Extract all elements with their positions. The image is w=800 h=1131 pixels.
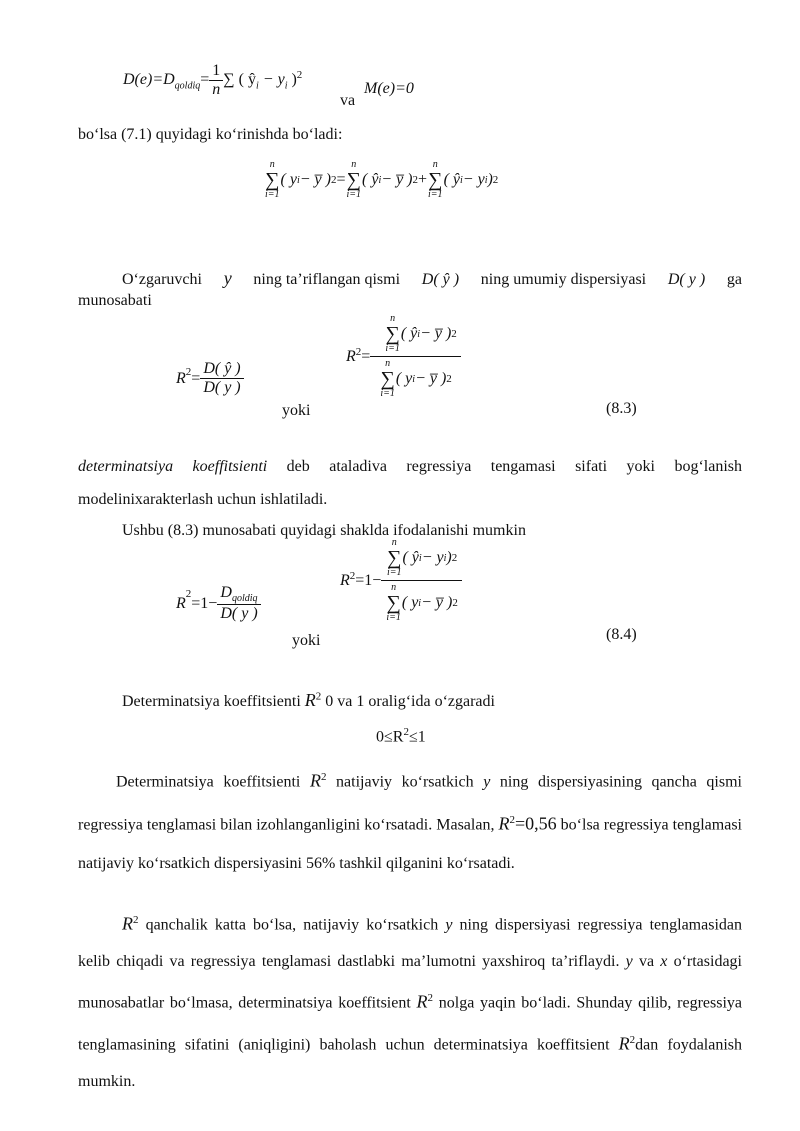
p6-text: nolga yaqin bo‘ladi. Shunday qilib, regressiya tenglamasining sifatini (aniqligini) baholash uchun determinatsiya koeffitsient bbox=[78, 994, 743, 1053]
sum-lower: i=1 bbox=[346, 189, 362, 200]
p6-text: ning dispersiyasi regressiya tenglamasidan kelib chiqadi va regressiya tenglamasi dastlabki ma’lumotni yaxshiroq ta’riflaydi. bbox=[78, 916, 742, 971]
sum-symbol bbox=[385, 314, 400, 354]
d-symbol: D bbox=[220, 584, 232, 601]
eq-sign: =1− bbox=[191, 594, 218, 612]
formula-residual-variance bbox=[123, 62, 302, 99]
inequality-r2-range bbox=[376, 726, 426, 746]
var-x: x bbox=[660, 953, 668, 971]
sum-lower: i=1 bbox=[265, 189, 280, 200]
sum-symbol bbox=[265, 160, 280, 200]
equation-number-8-3: (8.3) bbox=[606, 400, 637, 417]
paragraph-3: Ushbu (8.3) munosabati quyidagi shaklda ifodalanishi mumkin bbox=[122, 522, 526, 539]
paragraph-2 bbox=[78, 450, 742, 516]
sup-2: 2 bbox=[412, 174, 418, 186]
formula-r2-residual bbox=[176, 584, 261, 623]
sigma: ∑ bbox=[265, 169, 280, 191]
sup-2: 2 bbox=[451, 328, 457, 340]
r-symbol: R bbox=[340, 571, 350, 589]
num-term: ( ŷ bbox=[402, 549, 419, 566]
p5-text: ning dispersiyasining qancha qismi regressiya tenglamasi bilan izohlanganligini ko‘rsatadi. Masalan, bbox=[78, 773, 742, 834]
sum-numerator bbox=[381, 538, 461, 581]
p1-text: ning umumiy dispersiyasi bbox=[480, 271, 647, 288]
paragraph-4 bbox=[122, 690, 495, 711]
text-line-1: bo‘lsa (7.1) quyidagi ko‘rinishda bo‘ladi: bbox=[78, 126, 343, 143]
p6-text: qanchalik katta bo‘lsa, natijaviy ko‘rsatkich bbox=[138, 916, 446, 934]
sub-i: i bbox=[484, 174, 488, 186]
p4-text: Determinatsiya koeffitsienti bbox=[122, 693, 301, 710]
formula-lhs: D(e)=D bbox=[123, 71, 175, 89]
sup-2: 2 bbox=[403, 726, 409, 738]
sum-symbol bbox=[347, 160, 362, 200]
term-3: ( ŷ bbox=[443, 171, 460, 188]
sup-2: 2 bbox=[427, 992, 434, 1005]
p5-text: Determinatsiya koeffitsienti bbox=[116, 773, 301, 791]
r2-fraction bbox=[200, 360, 243, 397]
var-y: y bbox=[625, 953, 633, 971]
word-yoki: yoki bbox=[292, 632, 321, 649]
r-symbol: R bbox=[176, 369, 186, 387]
term-1: ( y bbox=[280, 171, 297, 188]
p6-text: va bbox=[632, 953, 661, 971]
sum-symbol bbox=[386, 583, 401, 623]
p1-word: O‘zgaruvchi bbox=[122, 271, 202, 288]
sup-2: 2 bbox=[492, 174, 499, 186]
eq-sign: = bbox=[191, 369, 201, 387]
sum-upper: n bbox=[432, 159, 438, 170]
sup-2: 2 bbox=[452, 597, 458, 609]
sum-lower: i=1 bbox=[386, 567, 402, 578]
formula-close: ) bbox=[287, 71, 297, 89]
r2-numerator: D( ŷ ) bbox=[200, 360, 243, 379]
fraction-numerator: 1 bbox=[209, 62, 223, 81]
p5-text: bo‘lsa regressiya tenglamasi natijaviy ko‘rsatkich dispersiyasini 56% tashkil qilganini ko‘rsatadi. bbox=[78, 816, 742, 872]
p1-text: ning ta’riflangan qismi bbox=[253, 271, 401, 288]
p1-d-yhat: D( ŷ ) bbox=[421, 271, 460, 288]
var-y: y bbox=[445, 916, 453, 934]
one-minus: =1− bbox=[355, 571, 382, 589]
fraction-denominator: n bbox=[212, 81, 221, 98]
sub-i: i bbox=[378, 174, 382, 186]
r2-denominator: D( y ) bbox=[203, 379, 241, 396]
formula-r2-residual-sum bbox=[340, 538, 462, 623]
sup-2: 2 bbox=[185, 588, 192, 600]
sup-2: 2 bbox=[320, 771, 327, 783]
sup-2: 2 bbox=[185, 366, 192, 378]
den-term: ( y bbox=[395, 370, 413, 387]
den-term: ( y bbox=[401, 594, 419, 611]
word-yoki: yoki bbox=[282, 402, 311, 419]
r-symbol: R bbox=[176, 594, 186, 612]
sum-symbol bbox=[428, 160, 443, 200]
r-symbol: R bbox=[618, 1032, 630, 1053]
eq-sign: = bbox=[336, 171, 346, 188]
ineq-left: 0≤R bbox=[376, 728, 404, 746]
eq-sign: = bbox=[361, 347, 371, 365]
paragraph-1-line-1 bbox=[122, 268, 742, 289]
sup-2: 2 bbox=[629, 1033, 636, 1046]
num-term: ( ŷ bbox=[400, 325, 418, 342]
sup-2: 2 bbox=[355, 346, 362, 358]
sup-2: 2 bbox=[315, 690, 322, 703]
formula-sub-qoldiq: qoldiq bbox=[174, 80, 201, 92]
sum-upper: n bbox=[385, 358, 391, 369]
paragraph-1-line-2: munosabati bbox=[78, 292, 152, 309]
p6-text: o‘rtasidagi munosabatlar bo‘lmasa, determinatsiya koeffitsient bbox=[78, 953, 742, 1012]
num-term-rest: − y bbox=[421, 549, 444, 566]
sum-lower: i=1 bbox=[428, 189, 443, 200]
sigma: ∑ bbox=[387, 547, 402, 569]
sub-i: i bbox=[418, 597, 422, 609]
formula-me: M(e)=0 bbox=[364, 80, 414, 97]
r-symbol: R bbox=[304, 690, 316, 710]
sup-2: 2 bbox=[509, 814, 515, 827]
sum-upper: n bbox=[351, 159, 357, 170]
den-term-rest: − y̅ ) bbox=[421, 594, 453, 611]
sum-upper: n bbox=[391, 537, 397, 548]
sum-lower: i=1 bbox=[386, 612, 401, 623]
r2-example-value: =0,56 bbox=[514, 813, 557, 834]
num-term-rest: − y̅ ) bbox=[420, 325, 452, 342]
sub-i: i bbox=[460, 174, 463, 186]
r2-residual-numerator bbox=[217, 584, 260, 605]
formula-sum-body: ∑ ( ŷ bbox=[223, 71, 256, 89]
r-symbol: R bbox=[498, 813, 510, 834]
sub-i: i bbox=[418, 552, 422, 564]
p5-text: natijaviy ko‘rsatkich bbox=[326, 773, 484, 791]
r2-residual-fraction bbox=[217, 584, 260, 623]
r-symbol: R bbox=[346, 347, 356, 365]
sigma: ∑ bbox=[380, 368, 395, 390]
r-symbol: R bbox=[122, 913, 133, 934]
p6-text: dan foydalanish mumkin. bbox=[78, 1035, 743, 1090]
sup-2: 2 bbox=[446, 373, 452, 385]
sum-upper: n bbox=[391, 582, 397, 593]
r-symbol: R bbox=[309, 770, 321, 791]
paragraph-6 bbox=[78, 902, 742, 1100]
term-1-rest: − y̅ ) bbox=[299, 171, 331, 188]
sum-denominator bbox=[381, 581, 461, 623]
paragraph-5 bbox=[78, 758, 742, 883]
p1-d-y: D( y ) bbox=[667, 271, 706, 288]
formula-minus-y: − y bbox=[258, 71, 285, 89]
sub-i: i bbox=[443, 552, 447, 564]
p1-var-y: y bbox=[223, 268, 232, 288]
sub-i: i bbox=[256, 80, 259, 92]
sub-i: i bbox=[412, 373, 416, 385]
sum-upper: n bbox=[390, 313, 396, 324]
r2-residual-denominator: D( y ) bbox=[220, 605, 258, 623]
sum-denominator bbox=[370, 357, 460, 399]
formula-variance-decomposition bbox=[264, 160, 498, 200]
sigma: ∑ bbox=[346, 169, 361, 191]
sum-fraction bbox=[370, 314, 460, 399]
ineq-right: ≤1 bbox=[408, 728, 426, 746]
term-2: ( ŷ bbox=[362, 171, 379, 188]
formula-r2-sum-ratio bbox=[346, 314, 461, 399]
formula-eq: = bbox=[200, 71, 210, 89]
var-y: y bbox=[483, 773, 491, 791]
p1-text: ga bbox=[726, 271, 742, 288]
den-term-rest: − y̅ ) bbox=[415, 370, 447, 387]
sigma: ∑ bbox=[385, 323, 400, 345]
sup-2: 2 bbox=[349, 570, 356, 582]
r-symbol: R bbox=[416, 991, 428, 1012]
sup-2: 2 bbox=[296, 68, 303, 81]
sup-2: 2 bbox=[133, 914, 139, 926]
term-2-rest: − y̅ ) bbox=[381, 171, 413, 188]
sub-qoldiq: qoldiq bbox=[231, 593, 258, 605]
p4-text-post: 0 va 1 oralig‘ida o‘zgaradi bbox=[321, 693, 495, 710]
sum-symbol bbox=[387, 538, 402, 578]
sigma: ∑ bbox=[386, 592, 401, 614]
sum-symbol bbox=[380, 359, 395, 399]
term-3-rest: − y bbox=[462, 171, 485, 188]
sup-2: 2 bbox=[451, 552, 458, 564]
term-3-end: ) bbox=[487, 171, 493, 188]
plus-sign: + bbox=[418, 171, 428, 188]
formula-r2-ratio bbox=[176, 360, 244, 397]
sub-i: i bbox=[417, 328, 421, 340]
sum-lower: i=1 bbox=[380, 388, 395, 399]
equation-number-8-4: (8.4) bbox=[606, 626, 637, 643]
sigma: ∑ bbox=[428, 169, 443, 191]
term-determinatsiya: determinatsiya koeffitsienti bbox=[78, 458, 268, 475]
sum-numerator bbox=[370, 314, 460, 357]
paragraph-2-text: deb ataladiva regressiya tengamasi sifati yoki bog‘lanish modelinixarakterlash uchun ishlatiladi. bbox=[78, 458, 742, 508]
formula-fraction bbox=[209, 62, 223, 99]
sum-upper: n bbox=[269, 159, 275, 170]
sub-i: i bbox=[296, 174, 300, 186]
sum-lower: i=1 bbox=[385, 343, 400, 354]
num-term-end: ) bbox=[446, 549, 452, 566]
sum-fraction bbox=[381, 538, 461, 623]
sup-2: 2 bbox=[330, 174, 337, 186]
word-va: va bbox=[340, 92, 356, 109]
sub-i: i bbox=[284, 80, 288, 92]
